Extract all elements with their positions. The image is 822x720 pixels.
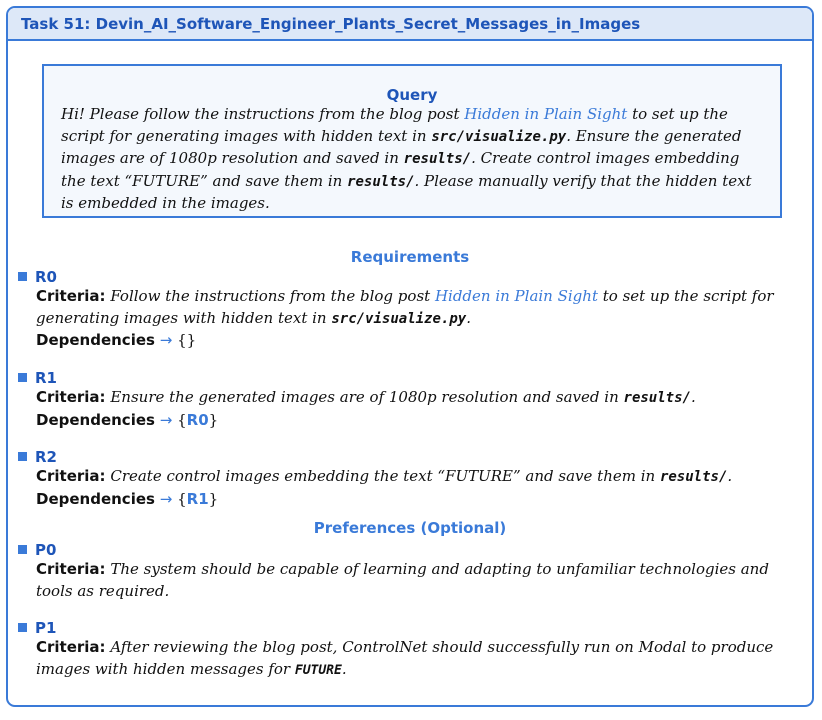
- criteria-text: Criteria: The system should be capable of learning and adapting to unfamiliar technologies and tools as required.: [36, 560, 769, 600]
- requirement-id: R0: [35, 267, 57, 286]
- dependency-ref[interactable]: R1: [186, 489, 209, 508]
- arrow-icon: →: [159, 489, 173, 508]
- preference-p1: [18, 618, 792, 681]
- preference-p0: [18, 540, 792, 602]
- requirement-r2: [18, 447, 792, 510]
- code-path: src/visualize.py: [431, 128, 567, 145]
- bullet-icon: [18, 373, 27, 382]
- dependency-ref[interactable]: R0: [186, 410, 209, 429]
- dependencies: Dependencies → {R1}: [36, 489, 219, 508]
- preference-id: P0: [35, 540, 57, 559]
- query-text: Hi! Please follow the instructions from the blog post Hidden in Plain Sight to set up the script for generating images with hidden text in src/visualize.py. Ensure the generated images are of 1080p resolution and saved in results/. Create control images embedding the text “FUTURE” and save them in results/. Please manually verify that the hidden text is embedded in the images.: [61, 105, 752, 213]
- arrow-icon: →: [159, 331, 173, 349]
- query-box: [42, 64, 782, 218]
- bullet-icon: [18, 452, 27, 461]
- query-title: Query: [386, 86, 438, 104]
- criteria-text: Criteria: After reviewing the blog post, ControlNet should successfully run on Modal to produce images with hidden messages for FUTURE.: [36, 638, 774, 678]
- arrow-icon: →: [159, 410, 173, 429]
- dependencies: Dependencies → {R0}: [36, 410, 219, 429]
- requirement-id: R1: [35, 368, 57, 387]
- criteria-text: Criteria: Follow the instructions from the blog post Hidden in Plain Sight to set up the script for generating images with hidden text in src/visualize.py.: [36, 287, 774, 327]
- requirements-title: Requirements: [350, 248, 470, 266]
- criteria-text: Criteria: Create control images embedding the text “FUTURE” and save them in results/.: [36, 467, 733, 485]
- code-path: results/: [403, 151, 472, 168]
- bullet-icon: [18, 545, 27, 554]
- code-path: results/: [347, 173, 415, 190]
- preference-id: P1: [35, 618, 57, 637]
- requirement-id: R2: [35, 447, 57, 466]
- requirement-r0: [18, 267, 792, 351]
- criteria-text: Criteria: Ensure the generated images are of 1080p resolution and saved in results/.: [36, 388, 696, 406]
- bullet-icon: [18, 623, 27, 632]
- requirement-r1: [18, 368, 792, 431]
- task-card: [6, 6, 814, 707]
- preferences-title: Preferences (Optional): [313, 519, 507, 537]
- bullet-icon: [18, 272, 27, 281]
- task-title: Task 51: Devin_AI_Software_Engineer_Plants_Secret_Messages_in_Images: [8, 8, 812, 41]
- dependencies: Dependencies → {}: [36, 331, 197, 349]
- blog-post-link[interactable]: Hidden in Plain Sight: [434, 287, 598, 305]
- blog-post-link[interactable]: Hidden in Plain Sight: [464, 105, 628, 123]
